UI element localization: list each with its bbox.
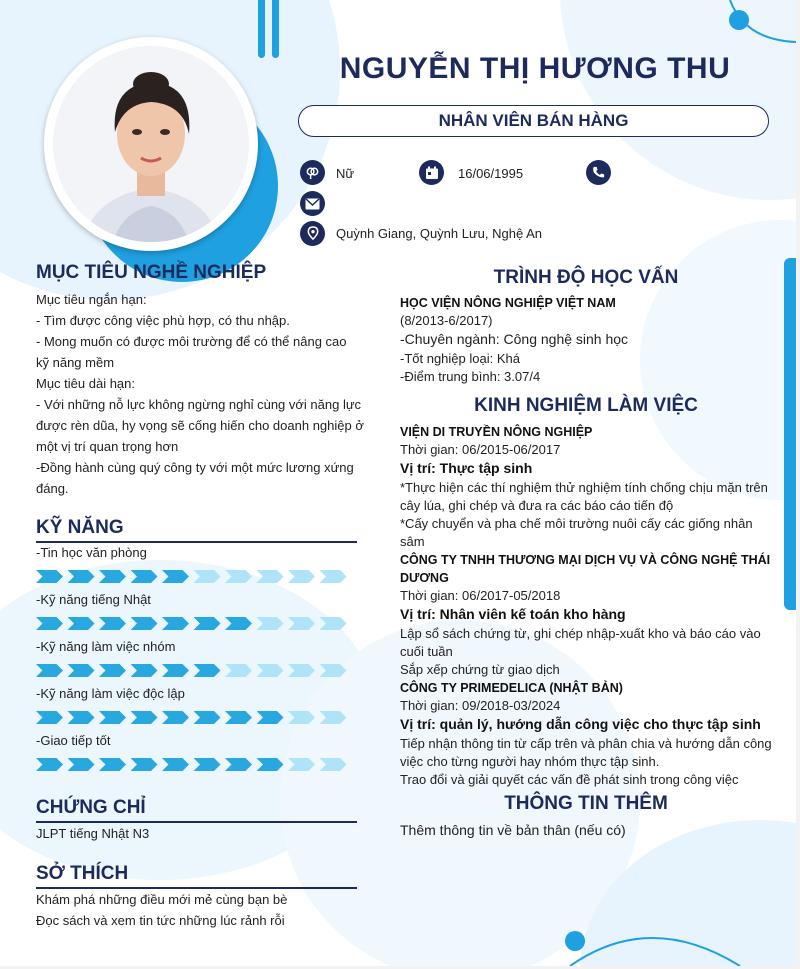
skill-level-chevron	[68, 664, 95, 677]
job-detail: Tiếp nhận thông tin từ cấp trên và phân chia và hướng dẫn công	[400, 736, 772, 751]
skill-level-chevron	[257, 617, 284, 630]
education-period: (8/2013-6/2017)	[400, 313, 493, 328]
skill-level-chevron	[99, 617, 126, 630]
skill-level-chevron	[320, 711, 347, 724]
skill-level-chevron	[288, 758, 315, 771]
phone-icon	[586, 160, 611, 185]
skill-label: -Tin học văn phòng	[36, 545, 147, 560]
skill-level-chevron	[131, 711, 158, 724]
skill-level-chevron	[68, 758, 95, 771]
skill-level-bar	[36, 711, 351, 725]
skill-level-chevron	[288, 711, 315, 724]
calendar-icon	[419, 160, 444, 185]
skill-level-chevron	[68, 570, 95, 583]
skill-level-chevron	[68, 711, 95, 724]
job-position: Vị trí: Nhân viên kế toán kho hàng	[400, 606, 626, 622]
additional-heading: THÔNG TIN THÊM	[504, 793, 668, 814]
education-school: HỌC VIỆN NÔNG NGHIỆP VIỆT NAM	[400, 296, 616, 310]
job-detail: Trao đổi và giải quyết các vấn đề phát sinh trong công việc	[400, 772, 739, 787]
skill-level-chevron	[99, 664, 126, 677]
skill-level-chevron	[131, 570, 158, 583]
job-detail: cây lúa, ghi chép và đưa ra các báo cáo tiến độ	[400, 498, 674, 513]
objective-line: đáng.	[36, 481, 69, 496]
decor-arc	[540, 900, 796, 966]
job-company: DƯƠNG	[400, 571, 449, 585]
skill-level-chevron	[225, 758, 252, 771]
decor-bar	[272, 0, 279, 58]
job-position: Vị trí: Thực tập sinh	[400, 460, 533, 476]
job-title: NHÂN VIÊN BÁN HÀNG	[438, 111, 629, 130]
job-detail: Sắp xếp chứng từ giao dịch	[400, 662, 560, 677]
skill-label: -Kỹ năng tiếng Nhật	[36, 592, 151, 607]
education-major: -Chuyên ngành: Công nghệ sinh học	[400, 331, 629, 347]
job-period: Thời gian: 09/2018-03/2024	[400, 698, 561, 713]
skill-level-chevron	[131, 664, 158, 677]
hobbies-list	[36, 889, 357, 931]
education-block	[400, 294, 776, 386]
skill-level-chevron	[225, 570, 252, 583]
certificate-item: JLPT tiếng Nhật N3	[36, 826, 150, 841]
skill-level-chevron	[194, 664, 221, 677]
certificates-heading: CHỨNG CHỈ	[36, 797, 146, 818]
decor-side-bar	[784, 258, 796, 610]
job-detail: việc cho từng người hay nhóm thực tập sinh.	[400, 754, 660, 769]
skill-level-chevron	[225, 664, 252, 677]
birthdate-value: 16/06/1995	[458, 166, 524, 181]
skill-level-chevron	[288, 617, 315, 630]
skills-divider	[36, 541, 357, 543]
objective-text	[36, 289, 364, 499]
job-period: Thời gian: 06/2015-06/2017	[400, 442, 561, 457]
skill-level-chevron	[320, 617, 347, 630]
job-detail: *Cấy chuyển và pha chế môi trường nuôi cấy các giống nhân	[400, 516, 753, 531]
skill-level-chevron	[320, 664, 347, 677]
skill-level-chevron	[162, 664, 189, 677]
education-heading: TRÌNH ĐỘ HỌC VẤN	[493, 267, 679, 288]
skill-level-chevron	[131, 617, 158, 630]
candidate-name: NGUYỄN THỊ HƯƠNG THU	[339, 52, 731, 85]
skill-level-chevron	[257, 570, 284, 583]
objective-line: Mục tiêu ngắn hạn:	[36, 292, 147, 307]
skill-level-chevron	[194, 570, 221, 583]
job-period: Thời gian: 06/2017-05/2018	[400, 588, 561, 603]
skill-level-chevron	[36, 711, 63, 724]
skill-level-chevron	[194, 758, 221, 771]
skill-level-bar	[36, 664, 351, 678]
job-company: CÔNG TY TNHH THƯƠNG MẠI DỊCH VỤ VÀ CÔNG NGHỆ THÁI	[400, 553, 771, 567]
skill-level-chevron	[320, 570, 347, 583]
skill-label: -Kỹ năng làm việc nhóm	[36, 639, 176, 654]
skill-level-chevron	[194, 711, 221, 724]
decor-bar	[258, 0, 265, 58]
skill-level-chevron	[257, 664, 284, 677]
skill-level-chevron	[99, 758, 126, 771]
objective-heading: MỤC TIÊU NGHỀ NGHIỆP	[36, 262, 267, 283]
objective-line: được rèn dũa, hy vọng sẽ cống hiến cho doanh nghiệp ở	[36, 418, 364, 433]
skill-level-chevron	[194, 617, 221, 630]
skill-level-chevron	[99, 570, 126, 583]
education-grade: -Tốt nghiệp loại: Khá	[400, 351, 520, 366]
skill-level-chevron	[162, 570, 189, 583]
objective-line: Mục tiêu dài hạn:	[36, 376, 136, 391]
skill-level-chevron	[257, 711, 284, 724]
job-detail: *Thực hiện các thí nghiệm thử nghiệm tính chống chịu mặn trên	[400, 480, 768, 495]
skill-level-chevron	[288, 664, 315, 677]
additional-text: Thêm thông tin về bản thân (nếu có)	[400, 822, 626, 838]
job-title-box	[298, 105, 769, 137]
skill-level-bar	[36, 617, 351, 631]
objective-line: một vị trí quan trọng hơn	[36, 439, 179, 454]
skill-level-chevron	[36, 617, 63, 630]
skill-level-chevron	[162, 711, 189, 724]
job-detail: Lập sổ sách chứng từ, ghi chép nhập-xuất kho và báo cáo vào	[400, 626, 761, 641]
skill-level-chevron	[288, 570, 315, 583]
gender-icon	[300, 160, 325, 185]
skill-level-bar	[36, 570, 351, 584]
job-position: Vị trí: quản lý, hướng dẫn công việc cho thực tập sinh	[400, 716, 761, 732]
address-value: Quỳnh Giang, Quỳnh Lưu, Nghệ An	[336, 226, 543, 241]
avatar	[53, 46, 249, 242]
job-detail: sâm	[400, 534, 425, 549]
skill-level-chevron	[36, 758, 63, 771]
skill-level-chevron	[99, 711, 126, 724]
skill-level-chevron	[257, 758, 284, 771]
objective-line: - Với những nỗ lực không ngừng nghỉ cùng với năng lực	[36, 397, 362, 412]
objective-line: kỹ năng mềm	[36, 355, 115, 370]
email-icon	[300, 191, 325, 216]
skill-level-chevron	[36, 570, 63, 583]
skill-level-chevron	[162, 617, 189, 630]
objective-line: - Mong muốn có được môi trường để có thể nâng cao	[36, 334, 347, 349]
experience-heading: KINH NGHIỆM LÀM VIỆC	[474, 395, 698, 416]
education-gpa: -Điểm trung bình: 3.07/4	[400, 369, 541, 384]
skill-label: -Giao tiếp tốt	[36, 733, 111, 748]
skill-level-chevron	[68, 617, 95, 630]
decor-arc	[700, 0, 796, 60]
skill-level-chevron	[131, 758, 158, 771]
skill-level-chevron	[320, 758, 347, 771]
objective-line: -Đồng hành cùng quý công ty với một mức lương xứng	[36, 460, 354, 475]
skill-level-bar	[36, 758, 351, 772]
skill-level-chevron	[36, 664, 63, 677]
skill-level-chevron	[225, 711, 252, 724]
job-company: VIỆN DI TRUYỀN NÔNG NGHIỆP	[400, 425, 593, 439]
experience-block	[400, 423, 774, 789]
objective-line: - Tìm được công việc phù hợp, có thu nhập.	[36, 313, 290, 328]
skills-heading: KỸ NĂNG	[36, 517, 124, 538]
skill-level-chevron	[225, 617, 252, 630]
job-company: CÔNG TY PRIMEDELICA (NHẬT BẢN)	[400, 681, 623, 695]
hobbies-heading: SỞ THÍCH	[36, 863, 129, 884]
skill-level-chevron	[162, 758, 189, 771]
gender-value: Nữ	[336, 166, 355, 181]
job-detail: cuối tuần	[400, 644, 453, 659]
location-icon	[300, 221, 325, 246]
hobby-item: Đọc sách và xem tin tức những lúc rảnh rỗi	[36, 913, 285, 928]
skill-label: -Kỹ năng làm việc độc lập	[36, 686, 185, 701]
hobby-item: Khám phá những điều mới mẻ cùng bạn bè	[36, 892, 288, 907]
